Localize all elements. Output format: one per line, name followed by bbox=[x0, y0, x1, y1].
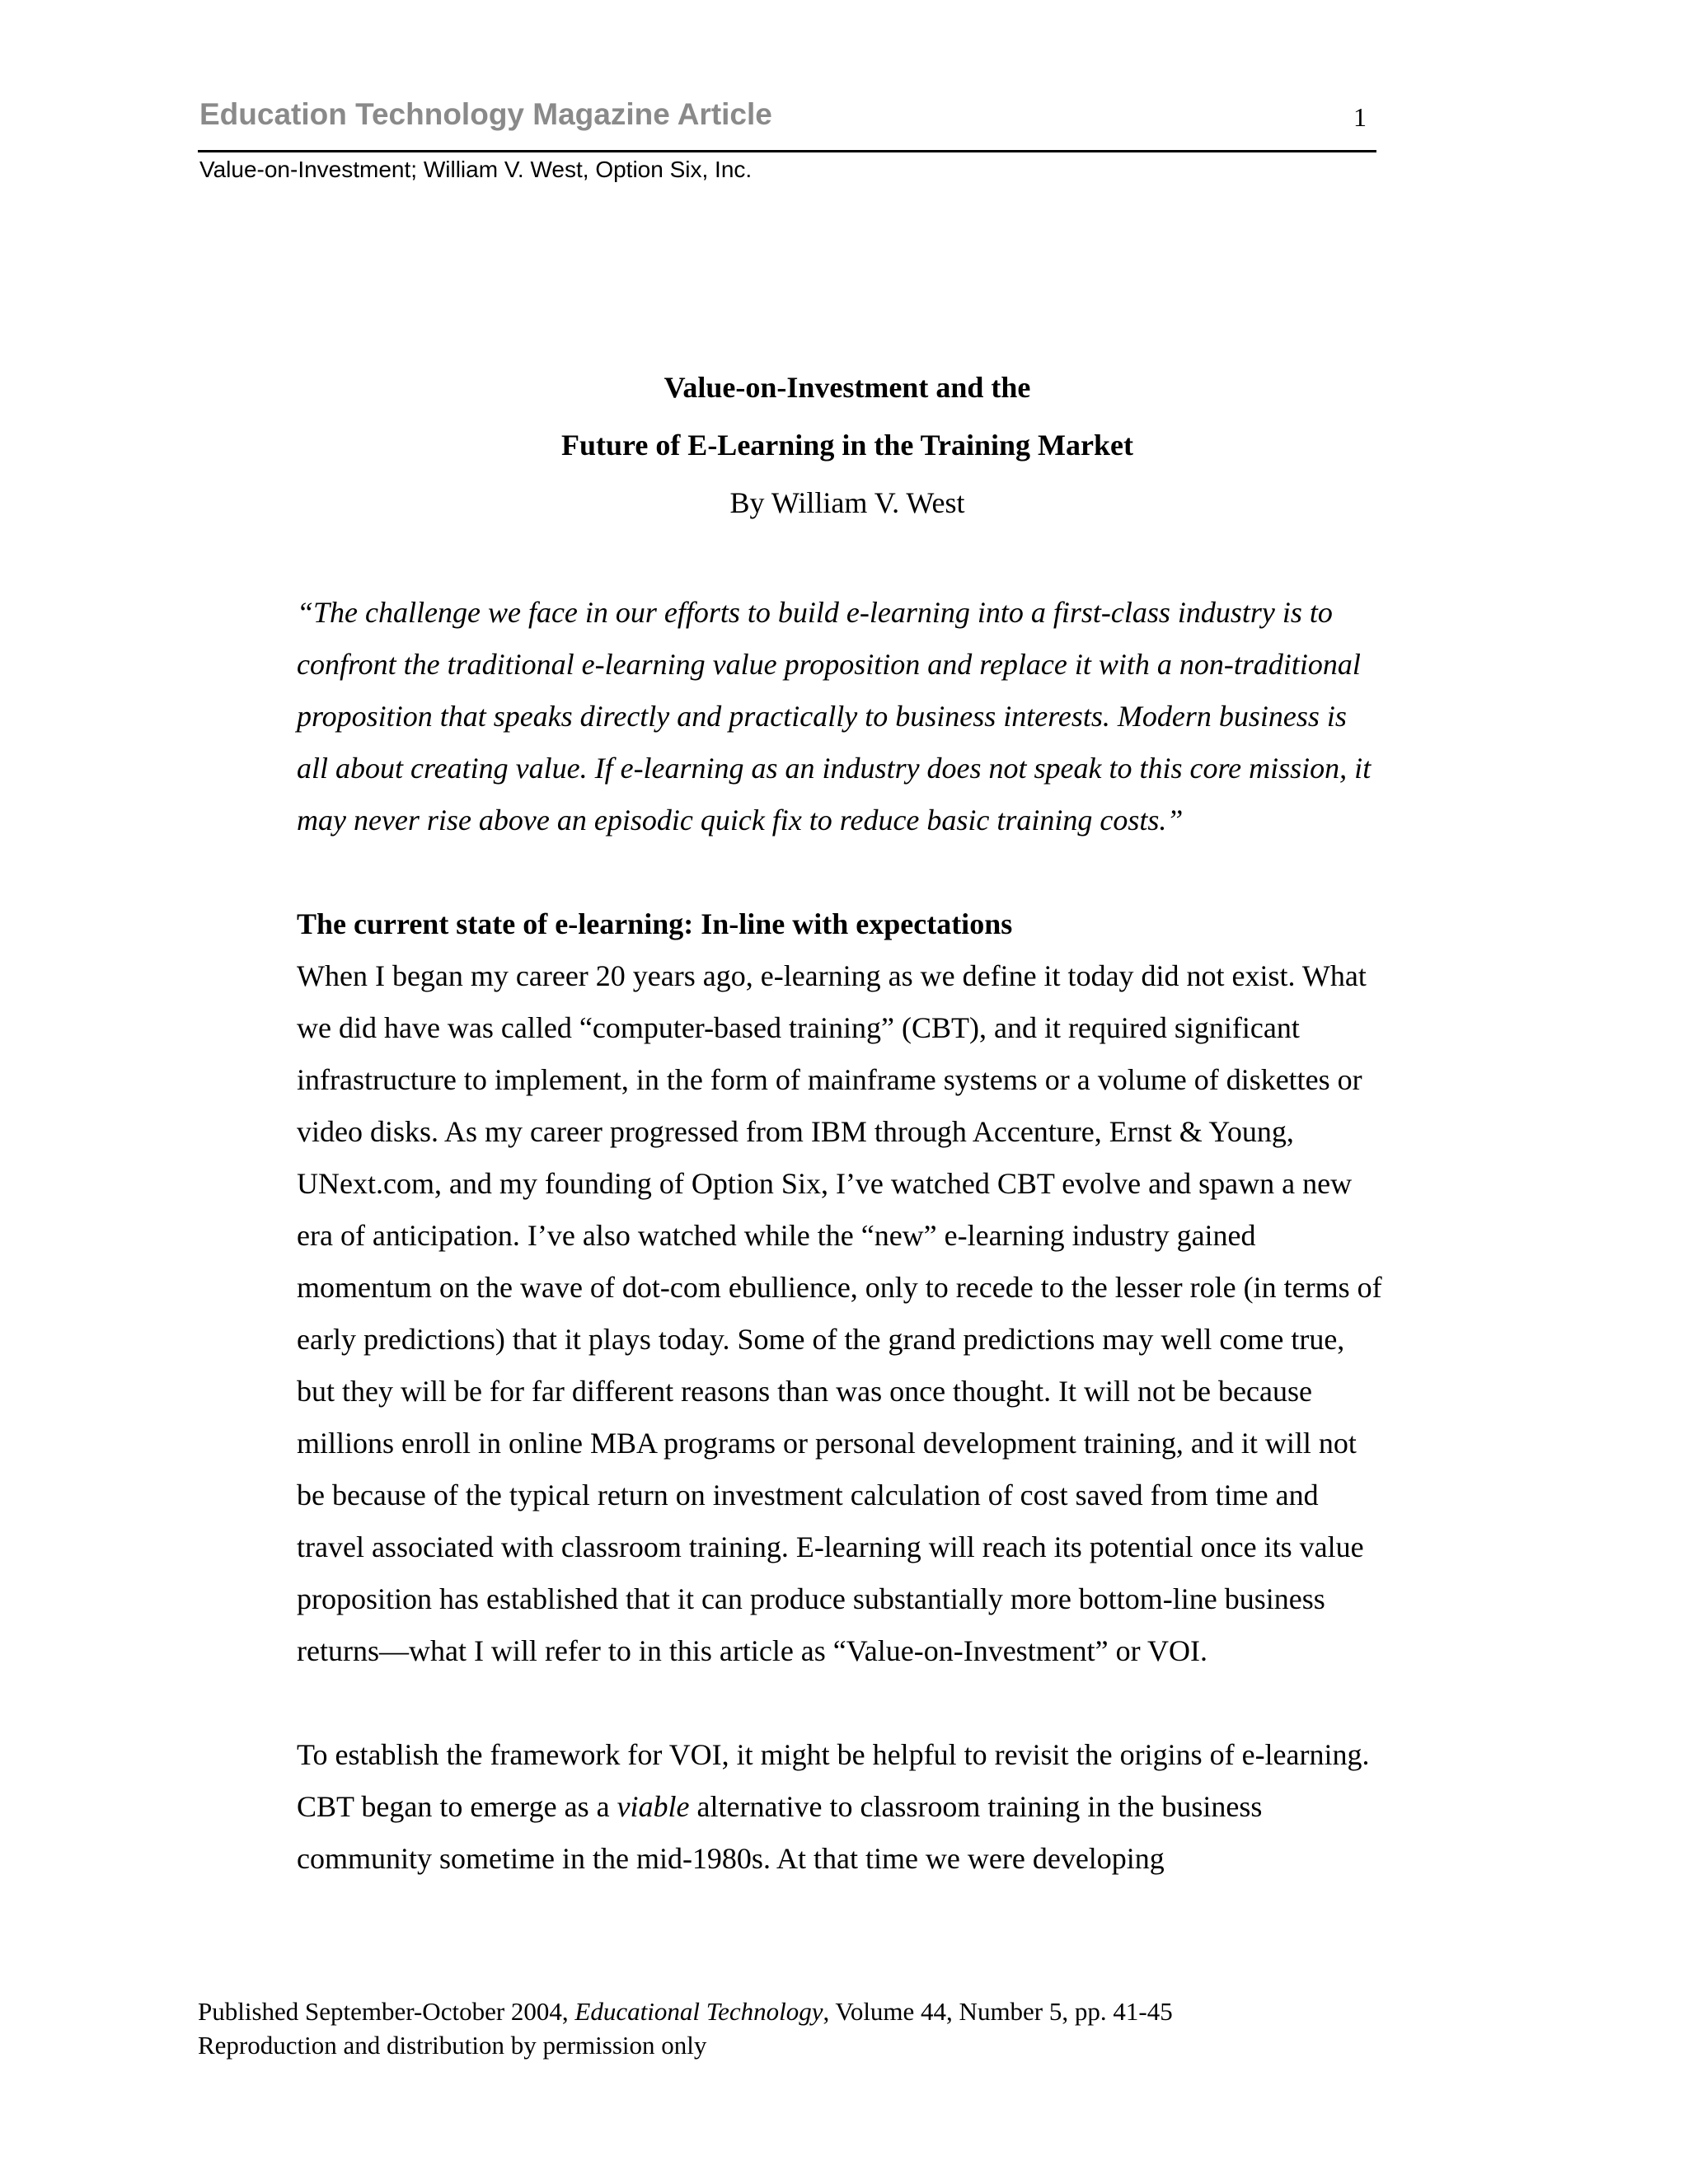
publication-suffix: , Volume 44, Number 5, pp. 41-45 bbox=[823, 1997, 1173, 2026]
emphasis-viable: viable bbox=[617, 1790, 690, 1823]
paragraph-2-text-end: alternative to classroom training in the business community sometime in the mid-1980s. At that time we were developing bbox=[297, 1790, 1263, 1875]
page-number: 1 bbox=[1353, 102, 1367, 132]
page-footer bbox=[198, 1994, 1173, 2062]
article-title-line-1: Value-on-Investment and the bbox=[663, 371, 1031, 404]
article-body bbox=[297, 587, 1385, 1885]
running-head: Value-on-Investment; William V. West, Option Six, Inc. bbox=[199, 157, 753, 182]
article-byline: By William V. West bbox=[729, 486, 965, 519]
journal-name: Educational Technology bbox=[574, 1997, 823, 2026]
article-title-block bbox=[0, 359, 1688, 532]
page-header bbox=[198, 92, 1376, 152]
body-paragraph-2 bbox=[297, 1729, 1385, 1885]
body-paragraph-1: When I began my career 20 years ago, e-learning as we define it today did not exist. What we did have was called “computer-based training” (CBT), and it required significant infrastructure to implement, in the form of mainframe systems or a volume of diskettes or video disks. As my career progressed from IBM through Accenture, Ernst & Young, UNext.com, and my founding of Option Six, I’ve watched CBT evolve and spawn a new era of anticipation. I’ve also watched while the “new” e-learning industry gained momentum on the wave of dot-com ebullience, only to recede to the lesser role (in terms of early predictions) that it plays today. Some of the grand predictions may well come true, but they will be for far different reasons than was once thought. It will not be because millions enroll in online MBA programs or personal development training, and it will not be because of the typical return on investment calculation of cost saved from time and travel associated with classroom training. E-learning will reach its potential once its value proposition has established that it can produce substantially more bottom-line business returns—what I will refer to in this article as “Value-on-Investment” or VOI. bbox=[297, 959, 1382, 1667]
magazine-name: Education Technology Magazine Article bbox=[199, 97, 772, 131]
paragraph-2-text-start: To establish the framework for VOI, it might be helpful to revisit the origins of e-learning. CBT began to emerge as a bbox=[297, 1738, 1370, 1823]
article-title-line-2: Future of E-Learning in the Training Market bbox=[560, 429, 1133, 462]
publication-prefix: Published September-October 2004, bbox=[198, 1997, 575, 2026]
pull-quote: “The challenge we face in our efforts to build e-learning into a first-class industry is to confront the traditional e-learning value proposition and replace it with a non-traditional proposition that speaks directly and practically to business interests. Modern business is all about creating value. If e-learning as an industry does not speak to this core mission, it may never rise above an episodic quick fix to reduce basic training costs.” bbox=[297, 596, 1372, 837]
section-heading: The current state of e-learning: In-line with expectations bbox=[297, 907, 1013, 940]
rights-notice: Reproduction and distribution by permission only bbox=[198, 2031, 707, 2060]
publication-info bbox=[198, 1994, 1173, 2028]
